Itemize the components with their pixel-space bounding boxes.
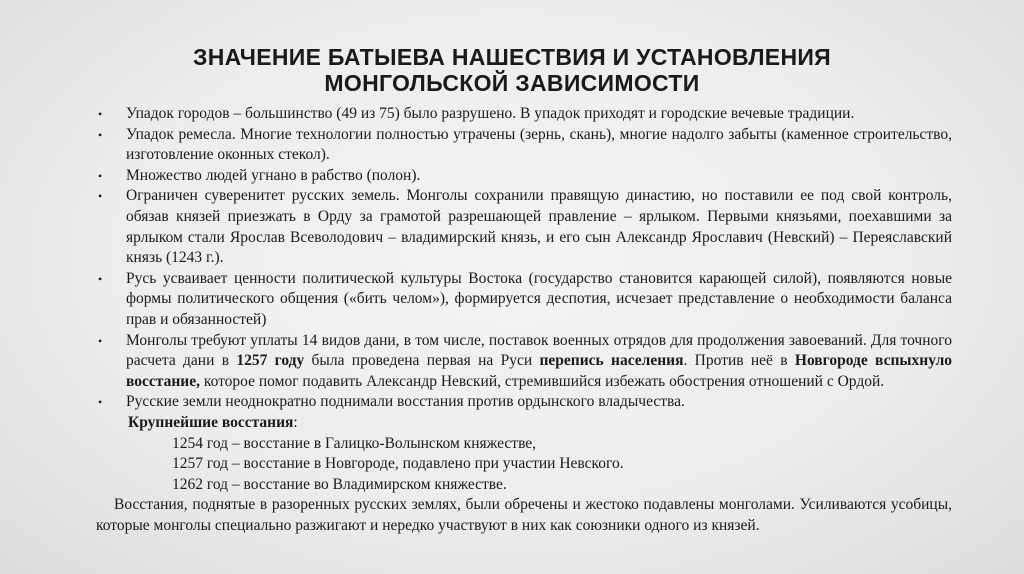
bullet-text-cities: Упадок городов – большинство (49 из 75) было разрушено. В упадок приходят и городские вечевые традиции. <box>126 105 855 122</box>
bullet-icon: • <box>98 395 103 410</box>
list-item <box>96 392 952 413</box>
novgorod-uprising-term: Новгороде вспыхнуло восстание, <box>126 352 953 390</box>
uprisings-heading <box>96 413 952 434</box>
title-line-1: ЗНАЧЕНИЕ БАТЫЕВА НАШЕСТВИЯ И УСТАНОВЛЕНИЯ <box>192 44 832 70</box>
slide-content <box>96 104 952 536</box>
list-item <box>96 125 952 166</box>
uprising-item: 1254 год – восстание в Галицко-Волынском княжестве, <box>172 434 537 452</box>
slide-title <box>0 44 1024 96</box>
list-item <box>96 269 952 331</box>
bullet-icon: • <box>98 168 103 183</box>
uprising-item: 1257 год – восстание в Новгороде, подавлено при участии Невского. <box>172 455 624 473</box>
bullet-text-political-culture: Русь усваивает ценности политической культуры Востока (государство становится карающей силой), появляются новые формы политического общения («бить челом»), формируется деспотия, исчезает представление о необходимости баланса прав и обязанностей) <box>126 269 952 328</box>
bullet-text-uprisings: Русские земли неоднократно поднимали восстания против ордынского владычества. <box>126 393 685 411</box>
bullet-text-sovereignty: Ограничен суверенитет русских земель. Монголы сохранили правящую династию, но поставили ее под свой контроль, обязав князей приезжать в Орду за грамотой разрешающей правление – ярлыком. Первыми князьями, поехавшими за ярлыком стали Ярослав Всеволодович – владимирский князь, и его сын Александр Ярославич (Невский) – Переяславский князь (1243 г.). <box>126 187 952 267</box>
list-item <box>96 166 952 187</box>
closing-paragraph: Восстания, поднятые в разоренных русских землях, были обречены и жестоко подавлены монголами. Усиливаются усобицы, которые монголы специально разжигают и нередко участвуют в них как союзники одного из князей. <box>96 496 952 534</box>
census-term: перепись населения <box>539 352 684 370</box>
tribute-text-part: . Против неё в <box>683 352 795 370</box>
bullet-icon: • <box>98 333 103 348</box>
tribute-text-part: была проведена первая на Руси <box>304 352 540 370</box>
tribute-text-part: которое помог подавить Александр Невский, стремившийся избежать обострения отношений с Ордой. <box>199 372 885 390</box>
list-item <box>96 331 952 393</box>
bullet-text-slavery: Множество людей угнано в рабство (полон). <box>126 166 421 184</box>
bullet-icon: • <box>98 127 103 142</box>
uprisings-heading-text: Крупнейшие восстания <box>128 413 294 431</box>
bullet-text-tribute <box>126 332 952 390</box>
list-item <box>96 186 952 268</box>
uprisings-heading-suffix: : <box>293 413 298 431</box>
uprising-item: 1262 год – восстание во Владимирском княжестве. <box>172 475 507 493</box>
title-line-2: МОНГОЛЬСКОЙ ЗАВИСИМОСТИ <box>324 70 700 96</box>
bullet-icon: • <box>98 107 103 121</box>
bullet-icon: • <box>98 271 103 286</box>
bullet-icon: • <box>98 189 103 204</box>
bullet-text-crafts: Упадок ремесла. Многие технологии полностью утрачены (зернь, скань), многие надолго забыты (каменное строительство, изготовление оконных стекол). <box>126 125 952 164</box>
census-year: 1257 году <box>236 352 305 370</box>
tribute-text-part: Монголы требуют уплаты 14 видов дани, в том числе, поставок военных отрядов для продолжения завоеваний. Для точного расчета дани в <box>126 331 952 370</box>
bullet-list <box>96 104 952 413</box>
list-item <box>96 104 952 125</box>
